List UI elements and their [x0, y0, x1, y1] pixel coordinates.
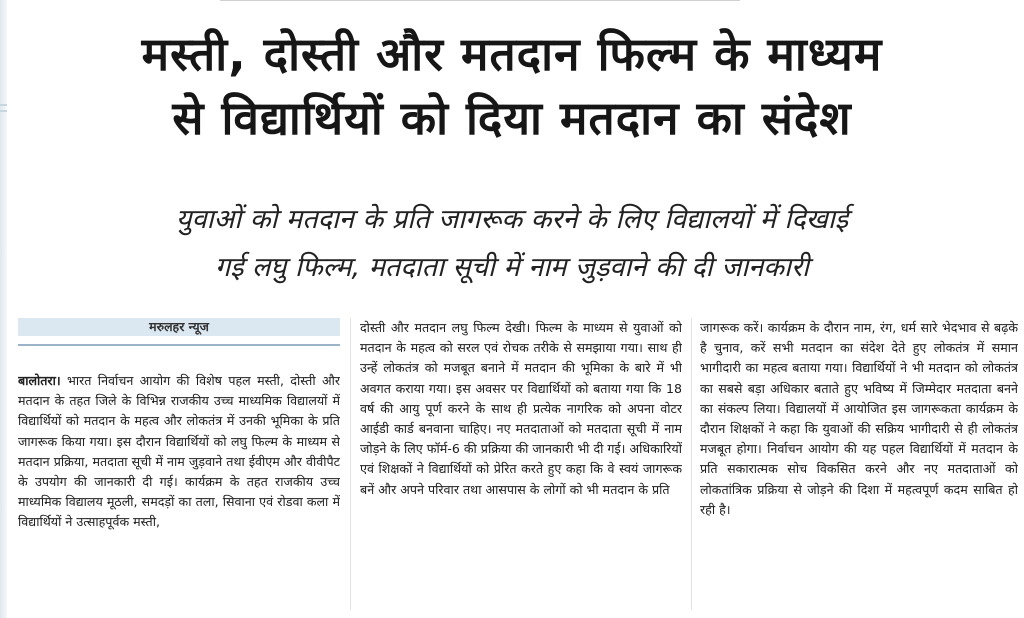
- adjacent-column-edge: [0, 0, 7, 618]
- byline: मरुलहर न्यूज: [149, 319, 209, 334]
- article-column-1: [18, 371, 340, 607]
- subheadline-line-2: गई लघु फिल्म, मतदाता सूची में नाम जुड़वाने की दी जानकारी: [215, 252, 809, 283]
- dateline: बालोतरा।: [18, 373, 61, 388]
- subheadline: [20, 196, 1004, 292]
- headline-line-1: मस्ती, दोस्ती और मतदान फिल्म के माध्यम: [141, 27, 883, 81]
- article-column-2-text: दोस्ती और मतदान लघु फिल्म देखी। फिल्म के माध्यम से युवाओं को मतदान के महत्व को सरल एवं रोचक तरीके से समझाया गया। साथ ही उन्हें लोकतंत्र को मजबूत बनाने में मतदान की भूमिका के बारे में भी अवगत कराया गया। इस अवसर पर विद्यार्थियों को बताया गया कि 18 वर्ष की आयु पूर्ण करने के साथ ही प्रत्येक नागरिक को अपना वोटर आईडी कार्ड बनवाना चाहिए। नए मतदाताओं को मतदाता सूची में नाम जोड़ने के लिए फॉर्म-6 की प्रक्रिया की जानकारी भी दी गई। अधिकारियों एवं शिक्षकों ने विद्यार्थियों को प्रेरित करते हुए कहा कि वे स्वयं जागरूक बनें और अपने परिवार तथा आसपास के लोगों को भी मतदान के प्रति: [360, 320, 682, 497]
- edge-mark: [0, 104, 7, 106]
- article-column-3-text: जागरूक करें। कार्यक्रम के दौरान नाम, रंग, धर्म सारे भेदभाव से बढ़के है चुनाव, करें सभी मतदान का संदेश देते हुए लोकतंत्र में समान भागीदारी का महत्व बताया गया। विद्यार्थियों ने भी मतदान को लोकतंत्र का सबसे बड़ा अधिकार बताते हुए भविष्य में जिम्मेदार मतदाता बनने का संकल्प लिया। विद्यालयों में आयोजित इस जागरूकता कार्यक्रम के दौरान शिक्षकों ने कहा कि युवाओं की सक्रिय भागीदारी से ही लोकतंत्र मजबूत होगा। निर्वाचन आयोग की यह पहल विद्यार्थियों में मतदान के प्रति सकारात्मक सोच विकसित करने और नए मतदाताओं को लोकतांत्रिक प्रक्रिया से जोड़ने की दिशा में महत्वपूर्ण कदम साबित हो रही है।: [700, 320, 1018, 517]
- subheadline-line-1: युवाओं को मतदान के प्रति जागरूक करने के लिए विद्यालयों में दिखाई: [175, 204, 849, 235]
- article-column-3: [700, 318, 1018, 608]
- top-border-rule: [220, 0, 740, 7]
- article-column-2: [360, 318, 682, 608]
- article-column-1-text: भारत निर्वाचन आयोग की विशेष पहल मस्ती, दोस्ती और मतदान के तहत जिले के विभिन्न राजकीय उच्च माध्यमिक विद्यालयों में विद्यार्थियों को मतदान के महत्व और लोकतंत्र में उनकी भूमिका के प्रति जागरूक किया गया। इस दौरान विद्यार्थियों को लघु फिल्म के माध्यम से मतदान प्रक्रिया, मतदाता सूची में नाम जुड़वाने तथा ईवीएम और वीवीपैट के उपयोग की जानकारी दी गई। कार्यक्रम के तहत राजकीय उच्च माध्यमिक विद्यालय मूठली, समदड़ों का तला, सिवाना एवं रोडवा कला में विद्यार्थियों ने उत्साहपूर्वक मस्ती,: [18, 373, 340, 530]
- byline-rule: [18, 344, 340, 346]
- headline-line-2: से विद्यार्थियों को दिया मतदान का संदेश: [172, 91, 852, 145]
- edge-mark: [0, 110, 7, 112]
- column-divider: [691, 318, 692, 610]
- column-divider: [350, 318, 351, 610]
- headline: [10, 22, 1014, 150]
